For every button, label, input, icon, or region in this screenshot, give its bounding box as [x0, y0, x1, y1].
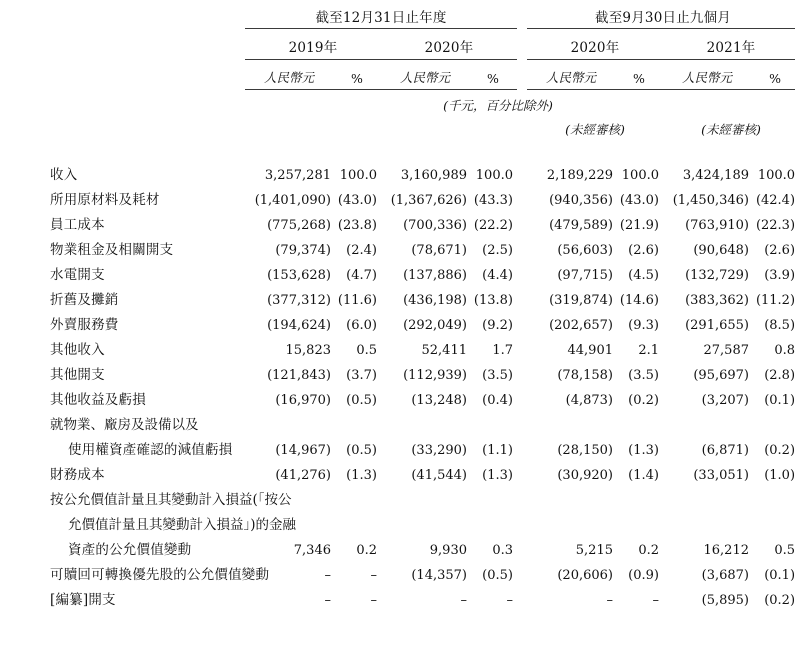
cell-percent: (0.5): [346, 393, 377, 408]
header-year-2019: 2019年: [245, 29, 381, 60]
row-label: 就物業、廠房及設備以及: [50, 417, 199, 433]
cell-amount: (5,895): [701, 593, 749, 608]
cell-amount-empty: [381, 408, 469, 433]
cell-gap: [517, 533, 527, 558]
cell-percent: (43.0): [619, 193, 659, 208]
unaudited-note-2021: (未經審核): [701, 122, 761, 137]
cell-amount: (41,544): [411, 468, 467, 483]
cell-percent: (1.3): [346, 468, 377, 483]
row-label: 可贖回可轉換優先股的公允價值變動: [50, 567, 270, 583]
table-row: [0, 333, 795, 358]
table-row: [0, 258, 795, 283]
cell-percent: 0.8: [774, 343, 795, 358]
cell-percent: 0.2: [356, 543, 377, 558]
cell-percent: (13.8): [473, 293, 513, 308]
cell-amount: (6,871): [701, 443, 749, 458]
cell-percent: (3.5): [628, 368, 659, 383]
cell-percent: (0.5): [346, 443, 377, 458]
cell-percent: (4.7): [346, 268, 377, 283]
cell-percent: (11.6): [337, 293, 377, 308]
cell-percent: (42.4): [755, 193, 795, 208]
cell-percent: (11.2): [755, 293, 795, 308]
header-year-row: [0, 29, 795, 60]
cell-percent: (43.0): [337, 193, 377, 208]
cell-amount: 3,424,189: [682, 168, 749, 183]
cell-percent: (4.4): [482, 268, 513, 283]
header-measure-blank: [0, 60, 245, 90]
header-measure-pct-2020-9m: %: [615, 60, 663, 90]
cell-amount: (79,374): [275, 243, 331, 258]
header-year-blank: [0, 29, 245, 60]
cell-percent: 100.0: [475, 168, 513, 183]
cell-percent: (0.2): [764, 443, 795, 458]
cell-amount-empty: [527, 483, 615, 508]
cell-amount: 52,411: [421, 343, 467, 358]
row-label: 使用權資產確認的減值虧損: [68, 442, 233, 458]
cell-percent: (2.4): [346, 243, 377, 258]
cell-percent: 0.3: [492, 543, 513, 558]
cell-percent-empty: [333, 483, 381, 508]
cell-percent-empty: [469, 483, 517, 508]
cell-amount: (28,150): [557, 443, 613, 458]
cell-gap: [517, 558, 527, 583]
cell-percent: (0.2): [628, 393, 659, 408]
row-label: 收入: [50, 167, 78, 183]
cell-percent-empty: [469, 408, 517, 433]
row-label: 水電開支: [50, 267, 105, 283]
cell-percent-empty: [615, 408, 663, 433]
cell-percent: 100.0: [621, 168, 659, 183]
cell-percent: (23.8): [337, 218, 377, 233]
cell-percent: 0.5: [774, 543, 795, 558]
table-row: [0, 383, 795, 408]
cell-percent-empty: [615, 508, 663, 533]
cell-amount-empty: [381, 508, 469, 533]
cell-percent: 0.5: [356, 343, 377, 358]
cell-gap: [517, 408, 527, 433]
header-measure-pct-2020fy: %: [469, 60, 517, 90]
cell-amount: (97,715): [557, 268, 613, 283]
cell-percent: (2.6): [764, 243, 795, 258]
cell-amount: (763,910): [685, 218, 749, 233]
cell-amount: (3,687): [701, 568, 749, 583]
cell-amount: (13,248): [411, 393, 467, 408]
cell-percent: (22.2): [473, 218, 513, 233]
cell-amount: 2,189,229: [546, 168, 613, 183]
header-year-2020-9m: 2020年: [527, 29, 663, 60]
spacer-cell: [0, 138, 795, 158]
row-label: 允價值計量且其變動計入損益」)的金融: [68, 517, 297, 533]
cell-amount: (132,729): [685, 268, 749, 283]
cell-amount: (78,158): [557, 368, 613, 383]
cell-amount: 9,930: [429, 543, 467, 558]
header-measure-rmb-2020fy: 人民幣元: [381, 60, 469, 90]
table-row-label-continuation: [0, 508, 795, 533]
cell-amount: 3,160,989: [400, 168, 467, 183]
cell-amount: (4,873): [565, 393, 613, 408]
cell-gap: [517, 458, 527, 483]
cell-percent: (0.2): [764, 593, 795, 608]
row-label: 物業租金及相關開支: [50, 242, 174, 258]
cell-percent: (0.1): [764, 393, 795, 408]
cell-gap: [517, 158, 527, 183]
cell-percent-empty: [469, 508, 517, 533]
cell-percent: 0.2: [638, 543, 659, 558]
header-body-spacer: [0, 138, 795, 158]
header-corner-blank: [0, 0, 245, 29]
header-year-2021-9m: 2021年: [663, 29, 795, 60]
cell-percent: (0.9): [628, 568, 659, 583]
table-row-label-continuation: [0, 483, 795, 508]
unaudited-blank: [0, 115, 245, 138]
cell-amount: (377,312): [267, 293, 331, 308]
unit-note-blank: [0, 90, 245, 116]
cell-percent: (3.7): [346, 368, 377, 383]
cell-gap: [517, 233, 527, 258]
cell-amount: (1,367,626): [390, 193, 467, 208]
header-measure-rmb-2021-9m: 人民幣元: [663, 60, 751, 90]
row-label: 員工成本: [50, 217, 105, 233]
cell-percent: –: [370, 593, 377, 608]
cell-amount: (775,268): [267, 218, 331, 233]
header-measure-rmb-2019: 人民幣元: [245, 60, 333, 90]
cell-amount: (202,657): [549, 318, 613, 333]
unaudited-pad-d: [469, 115, 517, 138]
table-row-label-continuation: [0, 408, 795, 433]
cell-amount: (56,603): [557, 243, 613, 258]
cell-amount: –: [606, 593, 613, 608]
cell-percent: 2.1: [638, 343, 659, 358]
cell-amount: (78,671): [411, 243, 467, 258]
table-row: [0, 558, 795, 583]
cell-percent: (4.5): [628, 268, 659, 283]
cell-amount: 5,215: [575, 543, 613, 558]
header-measure-gap: [517, 60, 527, 90]
cell-gap: [517, 383, 527, 408]
unaudited-note-2020: (未經審核): [565, 122, 625, 137]
row-label: 其他收益及虧損: [50, 392, 146, 408]
unit-note-pad-a: [245, 90, 333, 116]
table-row: [0, 533, 795, 558]
unaudited-gap: [517, 115, 527, 138]
cell-amount: (90,648): [693, 243, 749, 258]
cell-gap: [517, 358, 527, 383]
table-row: [0, 158, 795, 183]
cell-percent: –: [652, 593, 659, 608]
cell-amount: (3,207): [701, 393, 749, 408]
cell-percent: (8.5): [764, 318, 795, 333]
cell-percent: 100.0: [757, 168, 795, 183]
cell-amount-empty: [663, 508, 751, 533]
table-row: [0, 183, 795, 208]
cell-amount-empty: [527, 508, 615, 533]
cell-gap: [517, 308, 527, 333]
cell-amount: (14,357): [411, 568, 467, 583]
cell-percent-empty: [333, 408, 381, 433]
row-label: [編纂]開支: [50, 592, 116, 608]
cell-percent-empty: [615, 483, 663, 508]
cell-amount: 27,587: [703, 343, 749, 358]
cell-gap: [517, 483, 527, 508]
header-measure-pct-2021-9m: %: [751, 60, 795, 90]
table-row: [0, 583, 795, 608]
cell-percent: (0.4): [482, 393, 513, 408]
cell-amount: –: [324, 593, 331, 608]
cell-amount: (137,886): [403, 268, 467, 283]
cell-gap: [517, 208, 527, 233]
header-year-2020-fy: 2020年: [381, 29, 517, 60]
cell-amount: 16,212: [703, 543, 749, 558]
header-group-fy: 截至12月31日止年度: [245, 0, 517, 29]
cell-percent: (22.3): [755, 218, 795, 233]
cell-amount: (194,624): [267, 318, 331, 333]
header-unaudited-row: [0, 115, 795, 138]
header-measure-rmb-2020-9m: 人民幣元: [527, 60, 615, 90]
cell-amount: (700,336): [403, 218, 467, 233]
cell-amount: (41,276): [275, 468, 331, 483]
cell-amount-empty: [663, 483, 751, 508]
cell-gap: [517, 258, 527, 283]
cell-percent: (3.9): [764, 268, 795, 283]
cell-amount: (20,606): [557, 568, 613, 583]
cell-amount: (153,628): [267, 268, 331, 283]
header-measure-row: [0, 60, 795, 90]
cell-amount: (291,655): [685, 318, 749, 333]
header-year-gap: [517, 29, 527, 60]
row-label: 其他開支: [50, 367, 105, 383]
cell-amount: 15,823: [285, 343, 331, 358]
cell-percent: (1.3): [628, 443, 659, 458]
table-row: [0, 283, 795, 308]
unit-note-pad-b: [663, 90, 751, 116]
cell-percent: (6.0): [346, 318, 377, 333]
cell-percent: (1.0): [764, 468, 795, 483]
cell-percent: (2.6): [628, 243, 659, 258]
row-label: 外賣服務費: [50, 317, 119, 333]
cell-percent: 100.0: [339, 168, 377, 183]
cell-percent: (1.4): [628, 468, 659, 483]
table-row: [0, 308, 795, 333]
cell-amount: (33,290): [411, 443, 467, 458]
header-measure-pct-2019: %: [333, 60, 381, 90]
cell-amount: –: [324, 568, 331, 583]
cell-percent: (9.2): [482, 318, 513, 333]
cell-amount: (95,697): [693, 368, 749, 383]
row-label: 折舊及攤銷: [50, 292, 119, 308]
cell-percent-empty: [751, 483, 795, 508]
cell-amount-empty: [663, 408, 751, 433]
cell-percent: (0.1): [764, 568, 795, 583]
cell-amount: (940,356): [549, 193, 613, 208]
cell-amount-empty: [381, 483, 469, 508]
row-label: 財務成本: [50, 467, 105, 483]
cell-percent: (9.3): [628, 318, 659, 333]
row-label: 所用原材料及耗材: [50, 192, 160, 208]
cell-percent: (1.3): [482, 468, 513, 483]
header-group-row: [0, 0, 795, 29]
row-label: 資產的公允價值變動: [68, 542, 192, 558]
unit-note-pad-c: [751, 90, 795, 116]
cell-amount: (121,843): [267, 368, 331, 383]
cell-amount: (16,970): [275, 393, 331, 408]
cell-gap: [517, 333, 527, 358]
cell-amount: (33,051): [693, 468, 749, 483]
cell-amount: (383,362): [685, 293, 749, 308]
cell-percent-empty: [333, 508, 381, 533]
table-row: [0, 433, 795, 458]
cell-amount-empty: [527, 408, 615, 433]
cell-gap: [517, 183, 527, 208]
cell-amount: 7,346: [293, 543, 331, 558]
table-row: [0, 233, 795, 258]
cell-gap: [517, 433, 527, 458]
row-label: 其他收入: [50, 342, 105, 358]
cell-gap: [517, 283, 527, 308]
cell-amount: (30,920): [557, 468, 613, 483]
cell-percent: (0.5): [482, 568, 513, 583]
unit-note: (千元，百分比除外): [443, 98, 553, 113]
table-row: [0, 458, 795, 483]
cell-gap: [517, 583, 527, 608]
unaudited-pad-b: [333, 115, 381, 138]
cell-percent: (1.1): [482, 443, 513, 458]
cell-percent: 1.7: [492, 343, 513, 358]
cell-percent: –: [370, 568, 377, 583]
cell-percent-empty: [751, 508, 795, 533]
cell-amount: (14,967): [275, 443, 331, 458]
cell-percent: (2.5): [482, 243, 513, 258]
cell-amount: (319,874): [549, 293, 613, 308]
header-group-nine-months: 截至9月30日止九個月: [527, 0, 795, 29]
cell-amount: (1,450,346): [672, 193, 749, 208]
cell-percent: (21.9): [619, 218, 659, 233]
row-label: 按公允價值計量且其變動計入損益(「按公: [50, 492, 292, 508]
cell-percent: –: [506, 593, 513, 608]
cell-percent-empty: [751, 408, 795, 433]
cell-percent: (2.8): [764, 368, 795, 383]
cell-gap: [517, 508, 527, 533]
unaudited-pad-c: [381, 115, 469, 138]
header-group-gap: [517, 0, 527, 29]
cell-amount-empty: [245, 408, 333, 433]
cell-amount: 3,257,281: [264, 168, 331, 183]
cell-amount: (1,401,090): [254, 193, 331, 208]
cell-percent: (3.5): [482, 368, 513, 383]
cell-amount: (112,939): [403, 368, 467, 383]
cell-percent: (43.3): [473, 193, 513, 208]
header-unit-note-row: [0, 90, 795, 116]
cell-amount: (479,589): [549, 218, 613, 233]
cell-amount: (292,049): [403, 318, 467, 333]
unaudited-pad-a: [245, 115, 333, 138]
cell-amount: 44,901: [567, 343, 613, 358]
table-row: [0, 208, 795, 233]
table-row: [0, 358, 795, 383]
cell-amount: (436,198): [403, 293, 467, 308]
cell-percent: (14.6): [619, 293, 659, 308]
cell-amount: –: [460, 593, 467, 608]
